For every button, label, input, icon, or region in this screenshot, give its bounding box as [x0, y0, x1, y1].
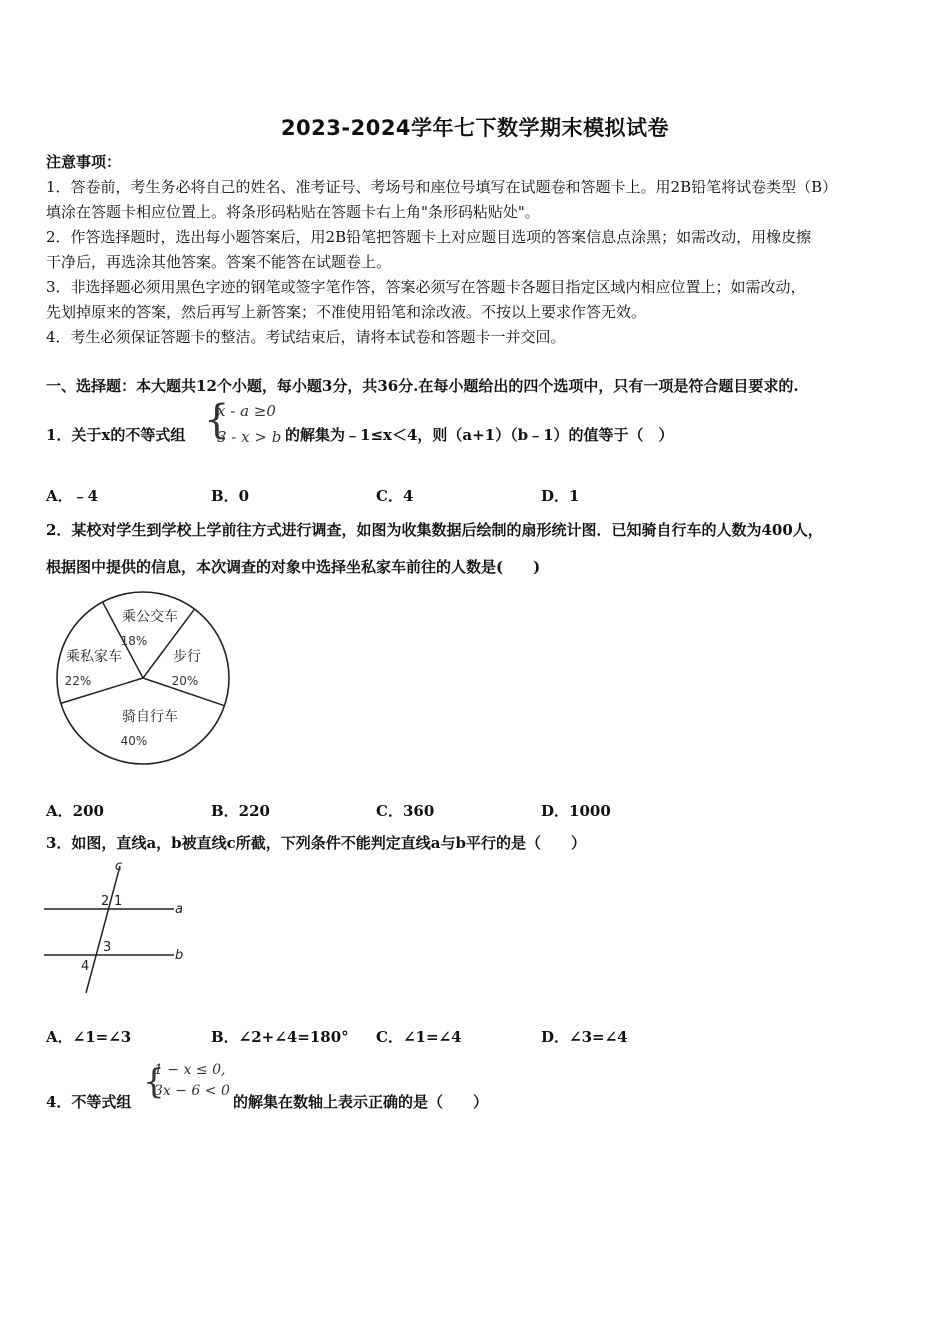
q1-suffix: 的解集为﹣1≤x＜4，则（a+1）（b﹣1）的值等于（ ）: [285, 426, 674, 444]
slice-label-bike: 骑自行车: [122, 709, 178, 725]
q3-option-b: B．∠2+∠4=180°: [211, 1028, 349, 1046]
label-c: c: [115, 859, 123, 874]
q2-option-b: B．220: [211, 802, 270, 820]
q2-text-line2: 根据图中提供的信息，本次调查的对象中选择坐私家车前往的人数是( ): [46, 558, 541, 576]
q3-option-c: C．∠1=∠4: [376, 1028, 462, 1046]
notice-line: 3．非选择题必须用黑色字迹的钢笔或签字笔作答，答案必须写在答题卡各题目指定区域内相应位置上；如需改动，: [46, 278, 806, 296]
q4-suffix: 的解集在数轴上表示正确的是（ ）: [233, 1093, 489, 1111]
q1-system-line2: 3 - x > b: [217, 428, 282, 446]
pie-chart: [50, 590, 235, 770]
q1-option-d: D．1: [541, 487, 580, 505]
slice-value-car: 22%: [64, 674, 92, 688]
slice-label-walk: 步行: [173, 649, 201, 665]
angle-2-label: 2: [101, 894, 110, 909]
q4-system-line1: 1 − x ≤ 0,: [154, 1062, 226, 1078]
notice-heading: 注意事项：: [46, 153, 122, 171]
notice-line: 填涂在答题卡相应位置上。将条形码粘贴在答题卡右上角"条形码粘贴处"。: [46, 203, 540, 221]
slice-value-bus: 18%: [120, 634, 148, 648]
q1-brace: {: [204, 397, 230, 443]
slice-label-bus: 乘公交车: [122, 609, 178, 625]
notice-line: 先划掉原来的答案，然后再写上新答案；不准使用铅笔和涂改液。不按以上要求作答无效。: [46, 303, 647, 321]
q1-option-c: C．4: [376, 487, 414, 505]
line-c: [86, 866, 123, 993]
page-title: 2023-2024学年七下数学期末模拟试卷: [280, 116, 670, 140]
notice-line: 1．答卷前，考生务必将自己的姓名、准考证号、考场号和座位号填写在试题卷和答题卡上。用2B铅笔将试卷类型（B）: [46, 178, 838, 196]
q1-prefix: 1．关于x的不等式组: [46, 426, 186, 444]
notice-line: 2．作答选择题时，选出每小题答案后，用2B铅笔把答题卡上对应题目选项的答案信息点涂黑；如需改动，用橡皮擦: [46, 228, 812, 246]
q4-system-line2: 3x − 6 < 0: [154, 1083, 230, 1099]
parallel-lines-figure: [44, 858, 189, 998]
q3-text: 3．如图，直线a，b被直线c所截，下列条件不能判定直线a与b平行的是（ ）: [46, 834, 586, 852]
section-heading: 一、选择题：本大题共12个小题，每小题3分，共36分.在每小题给出的四个选项中，只有一项是符合题目要求的.: [46, 377, 799, 395]
slice-label-car: 乘私家车: [66, 649, 122, 665]
q1-option-b: B．0: [211, 487, 250, 505]
angle-4-label: 4: [81, 959, 90, 974]
notice-line: 4．考生必须保证答题卡的整洁。考试结束后，请将本试卷和答题卡一并交回。: [46, 328, 566, 346]
angle-1-label: 1: [114, 894, 123, 909]
q1-system-line1: x - a ≥0: [217, 402, 276, 420]
slice-value-bike: 40%: [120, 734, 148, 748]
q3-option-d: D．∠3=∠4: [541, 1028, 628, 1046]
q4-brace: {: [143, 1062, 165, 1102]
q3-option-a: A．∠1=∠3: [46, 1028, 132, 1046]
q1-option-a: A．﹣4: [46, 487, 99, 505]
label-b: b: [175, 948, 184, 963]
q2-option-d: D．1000: [541, 802, 611, 820]
q2-text-line1: 2．某校对学生到学校上学前往方式进行调查，如图为收集数据后绘制的扇形统计图．已知骑自行车的人数为400人，: [46, 521, 823, 539]
notice-line: 干净后，再选涂其他答案。答案不能答在试题卷上。: [46, 253, 392, 271]
q2-option-a: A．200: [46, 802, 104, 820]
label-a: a: [175, 902, 183, 917]
slice-value-walk: 20%: [171, 674, 199, 688]
q4-prefix: 4．不等式组: [46, 1093, 132, 1111]
angle-3-label: 3: [103, 940, 112, 955]
q2-option-c: C．360: [376, 802, 435, 820]
